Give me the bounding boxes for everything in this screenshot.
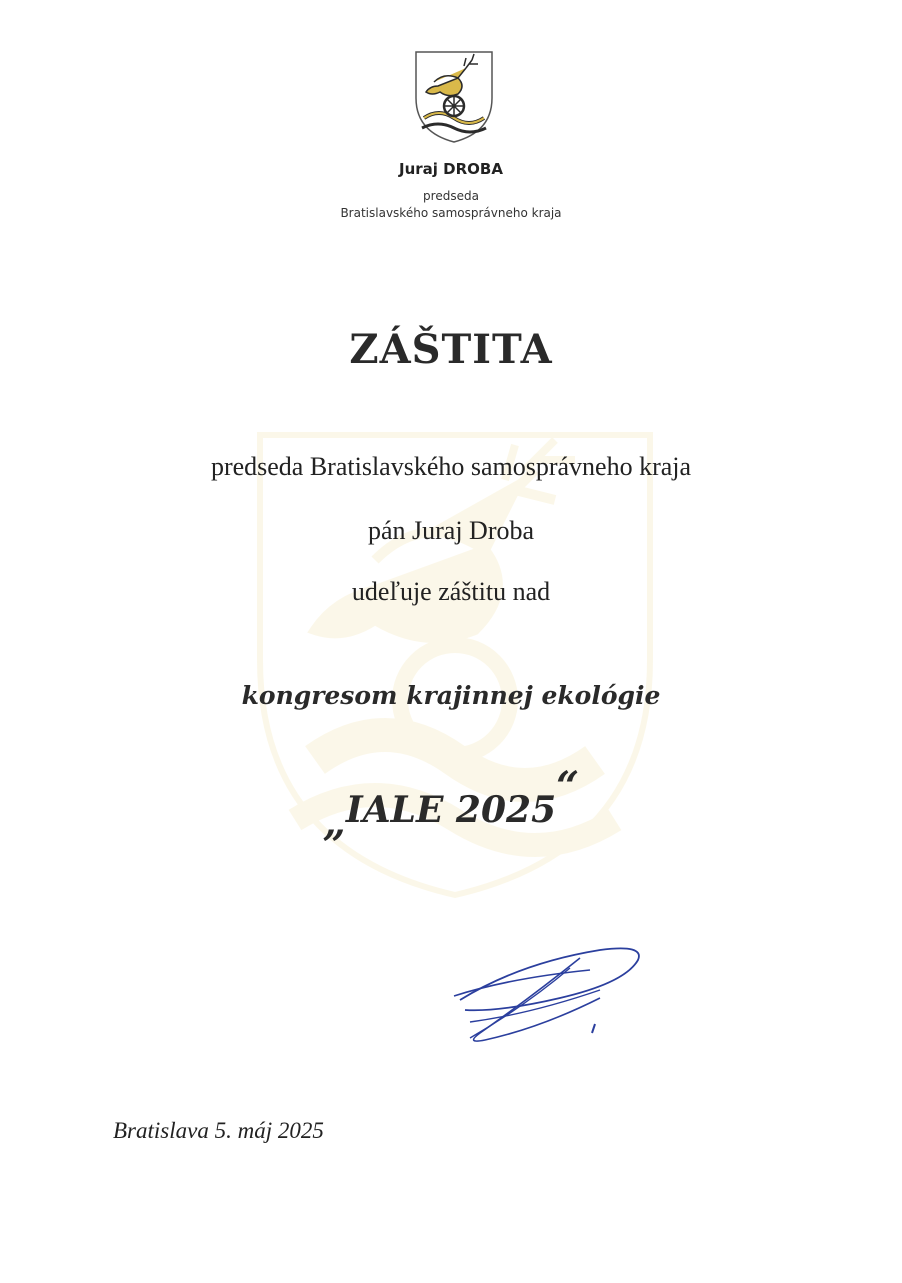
- place-and-date: Bratislava 5. máj 2025: [113, 1118, 324, 1143]
- coat-of-arms-stag-wheel-icon: [414, 50, 494, 144]
- handwritten-signature-icon: [440, 938, 655, 1053]
- sender-organization: Bratislavského samosprávneho kraja: [340, 206, 562, 220]
- sender-name: Juraj DROBA: [399, 160, 503, 178]
- body-line-2: pán Juraj Droba: [367, 516, 535, 545]
- open-quote: „: [322, 799, 346, 846]
- body-line-1: predseda Bratislavského samosprávneho kraja: [210, 452, 692, 481]
- event-title: [0, 763, 902, 846]
- close-quote: “: [556, 763, 580, 810]
- body-line-3: udeľuje záštitu nad: [351, 577, 551, 606]
- sender-role: predseda: [423, 189, 479, 203]
- document-title: ZÁŠTITA: [349, 326, 553, 373]
- event-description: kongresom krajinnej ekológie: [241, 681, 661, 710]
- event-name: IALE 2025: [345, 789, 557, 831]
